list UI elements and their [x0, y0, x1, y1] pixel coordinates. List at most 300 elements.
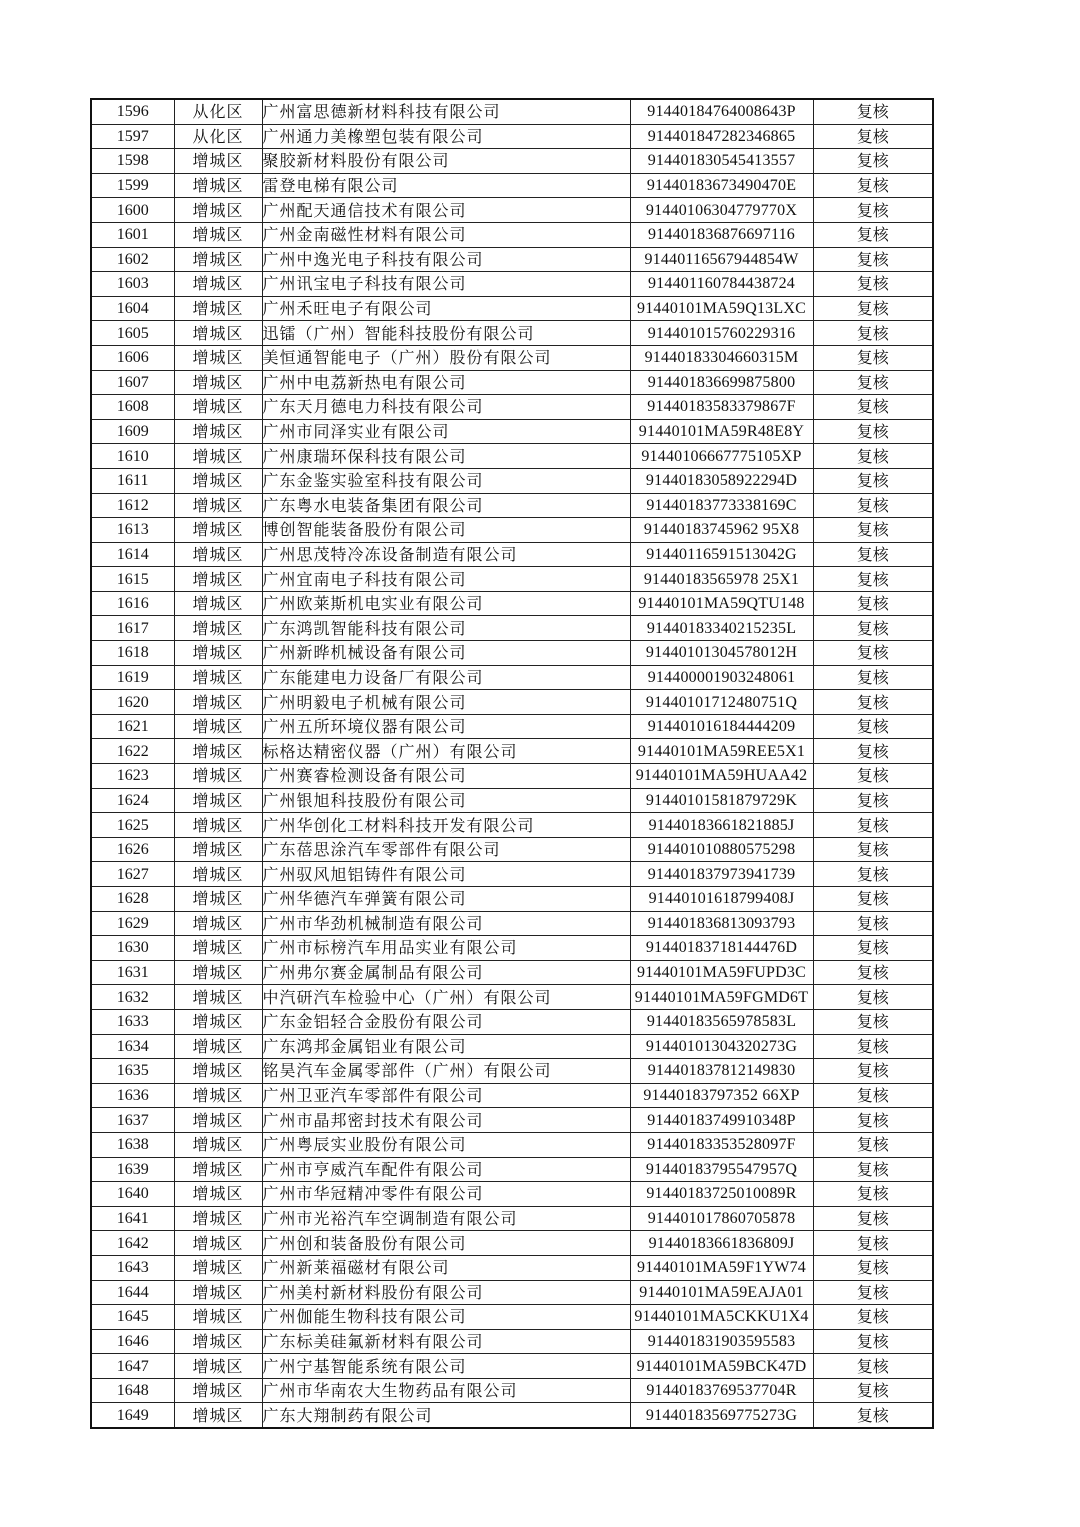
row-number: 1648 [91, 1378, 174, 1403]
row-number: 1618 [91, 641, 174, 666]
row-number: 1624 [91, 788, 174, 813]
review-type-cell: 复核 [813, 1009, 933, 1034]
credit-code-cell: 91440101304320273G [630, 1034, 813, 1059]
review-type-cell: 复核 [813, 518, 933, 543]
table-row [91, 99, 933, 124]
table-row [91, 739, 933, 764]
company-name-cell: 广州富思德新材料科技有限公司 [262, 99, 630, 124]
credit-code-cell: 914401836876697116 [630, 222, 813, 247]
company-name-cell: 广东金铝轻合金股份有限公司 [262, 1009, 630, 1034]
review-type-cell: 复核 [813, 813, 933, 838]
row-number: 1638 [91, 1132, 174, 1157]
credit-code-cell: 91440106304779770X [630, 198, 813, 223]
table-row [91, 493, 933, 518]
row-number: 1611 [91, 468, 174, 493]
row-number: 1614 [91, 542, 174, 567]
credit-code-cell: 91440101712480751Q [630, 690, 813, 715]
company-name-cell: 广州新晔机械设备有限公司 [262, 641, 630, 666]
district-cell: 增城区 [174, 641, 262, 666]
row-number: 1601 [91, 222, 174, 247]
row-number: 1596 [91, 99, 174, 124]
district-cell: 增城区 [174, 419, 262, 444]
table-row [91, 222, 933, 247]
table-row [91, 616, 933, 641]
table-row [91, 272, 933, 297]
table-row [91, 395, 933, 420]
company-name-cell: 广州五所环境仪器有限公司 [262, 714, 630, 739]
row-number: 1600 [91, 198, 174, 223]
row-number: 1645 [91, 1305, 174, 1330]
company-name-cell: 广州创和装备股份有限公司 [262, 1231, 630, 1256]
company-name-cell: 广州市晶邦密封技术有限公司 [262, 1108, 630, 1133]
district-cell: 增城区 [174, 542, 262, 567]
table-body [91, 99, 933, 1428]
credit-code-cell: 91440183795547957Q [630, 1157, 813, 1182]
company-name-cell: 博创智能装备股份有限公司 [262, 518, 630, 543]
company-name-cell: 标格达精密仪器（广州）有限公司 [262, 739, 630, 764]
credit-code-cell: 91440183304660315M [630, 345, 813, 370]
row-number: 1636 [91, 1083, 174, 1108]
table-row [91, 567, 933, 592]
row-number: 1632 [91, 985, 174, 1010]
company-name-cell: 广东能建电力设备厂有限公司 [262, 665, 630, 690]
district-cell: 增城区 [174, 985, 262, 1010]
credit-code-cell: 91440116567944854W [630, 247, 813, 272]
district-cell: 增城区 [174, 1034, 262, 1059]
credit-code-cell: 91440101MA59BCK47D [630, 1354, 813, 1379]
review-type-cell: 复核 [813, 616, 933, 641]
review-type-cell: 复核 [813, 1231, 933, 1256]
company-name-cell: 广州弗尔赛金属制品有限公司 [262, 960, 630, 985]
credit-code-cell: 914401847282346865 [630, 124, 813, 149]
district-cell: 增城区 [174, 936, 262, 961]
credit-code-cell: 91440183718144476D [630, 936, 813, 961]
credit-code-cell: 91440183340215235L [630, 616, 813, 641]
table-row [91, 911, 933, 936]
table-row [91, 960, 933, 985]
company-name-cell: 广州市标榜汽车用品实业有限公司 [262, 936, 630, 961]
credit-code-cell: 914401160784438724 [630, 272, 813, 297]
district-cell: 增城区 [174, 173, 262, 198]
table-row [91, 714, 933, 739]
table-row [91, 813, 933, 838]
credit-code-cell: 91440183583379867F [630, 395, 813, 420]
row-number: 1646 [91, 1329, 174, 1354]
review-type-cell: 复核 [813, 1059, 933, 1084]
company-name-cell: 广州通力美橡塑包装有限公司 [262, 124, 630, 149]
review-type-cell: 复核 [813, 1108, 933, 1133]
company-name-cell: 广州明毅电子机械有限公司 [262, 690, 630, 715]
row-number: 1635 [91, 1059, 174, 1084]
review-type-cell: 复核 [813, 247, 933, 272]
credit-code-cell: 91440184764008643P [630, 99, 813, 124]
credit-code-cell: 91440183565978583L [630, 1009, 813, 1034]
company-name-cell: 广东鸿邦金属铝业有限公司 [262, 1034, 630, 1059]
district-cell: 增城区 [174, 911, 262, 936]
review-type-cell: 复核 [813, 665, 933, 690]
table-row [91, 149, 933, 174]
district-cell: 增城区 [174, 837, 262, 862]
district-cell: 增城区 [174, 788, 262, 813]
review-type-cell: 复核 [813, 641, 933, 666]
company-name-cell: 广州赛睿检测设备有限公司 [262, 764, 630, 789]
review-type-cell: 复核 [813, 1157, 933, 1182]
review-type-cell: 复核 [813, 542, 933, 567]
district-cell: 增城区 [174, 444, 262, 469]
credit-code-cell: 91440183569775273G [630, 1403, 813, 1428]
table-row [91, 542, 933, 567]
district-cell: 增城区 [174, 1255, 262, 1280]
table-row [91, 936, 933, 961]
table-row [91, 1255, 933, 1280]
credit-code-cell: 91440116591513042G [630, 542, 813, 567]
company-name-cell: 广州华德汽车弹簧有限公司 [262, 887, 630, 912]
district-cell: 增城区 [174, 1231, 262, 1256]
row-number: 1631 [91, 960, 174, 985]
district-cell: 增城区 [174, 518, 262, 543]
company-name-cell: 广东粤水电装备集团有限公司 [262, 493, 630, 518]
district-cell: 增城区 [174, 1354, 262, 1379]
district-cell: 增城区 [174, 1403, 262, 1428]
table-row [91, 764, 933, 789]
district-cell: 增城区 [174, 395, 262, 420]
row-number: 1629 [91, 911, 174, 936]
row-number: 1647 [91, 1354, 174, 1379]
row-number: 1621 [91, 714, 174, 739]
table-row [91, 690, 933, 715]
credit-code-cell: 914401831903595583 [630, 1329, 813, 1354]
review-type-cell: 复核 [813, 1378, 933, 1403]
review-type-cell: 复核 [813, 296, 933, 321]
district-cell: 增城区 [174, 1132, 262, 1157]
credit-code-cell: 914401017860705878 [630, 1206, 813, 1231]
credit-code-cell: 91440101MA59Q13LXC [630, 296, 813, 321]
company-name-cell: 广州伽能生物科技有限公司 [262, 1305, 630, 1330]
credit-code-cell: 91440183745962 95X8 [630, 518, 813, 543]
district-cell: 增城区 [174, 272, 262, 297]
company-name-cell: 广州宁基智能系统有限公司 [262, 1354, 630, 1379]
table-row [91, 1403, 933, 1428]
company-name-cell: 广州市同泽实业有限公司 [262, 419, 630, 444]
review-type-cell: 复核 [813, 764, 933, 789]
credit-code-cell: 914401837973941739 [630, 862, 813, 887]
district-cell: 增城区 [174, 567, 262, 592]
credit-code-cell: 91440101304578012H [630, 641, 813, 666]
district-cell: 增城区 [174, 1206, 262, 1231]
company-name-cell: 聚胶新材料股份有限公司 [262, 149, 630, 174]
table-row [91, 1182, 933, 1207]
company-name-cell: 广州欧莱斯机电实业有限公司 [262, 591, 630, 616]
district-cell: 增城区 [174, 370, 262, 395]
company-name-cell: 广东蓓思涂汽车零部件有限公司 [262, 837, 630, 862]
table-row [91, 198, 933, 223]
enterprise-list-sheet [90, 98, 932, 1429]
credit-code-cell: 914401016184444209 [630, 714, 813, 739]
table-row [91, 591, 933, 616]
review-type-cell: 复核 [813, 124, 933, 149]
company-name-cell: 广东大翔制药有限公司 [262, 1403, 630, 1428]
row-number: 1603 [91, 272, 174, 297]
review-type-cell: 复核 [813, 493, 933, 518]
district-cell: 增城区 [174, 616, 262, 641]
review-type-cell: 复核 [813, 985, 933, 1010]
table-row [91, 1231, 933, 1256]
company-name-cell: 广东标美硅氟新材料有限公司 [262, 1329, 630, 1354]
table-row [91, 641, 933, 666]
table-row [91, 788, 933, 813]
district-cell: 增城区 [174, 1059, 262, 1084]
table-row [91, 468, 933, 493]
row-number: 1605 [91, 321, 174, 346]
review-type-cell: 复核 [813, 321, 933, 346]
credit-code-cell: 914401010880575298 [630, 837, 813, 862]
company-name-cell: 广州新莱福磁材有限公司 [262, 1255, 630, 1280]
review-type-cell: 复核 [813, 591, 933, 616]
table-row [91, 1009, 933, 1034]
district-cell: 增城区 [174, 739, 262, 764]
company-name-cell: 广州华创化工材料科技开发有限公司 [262, 813, 630, 838]
district-cell: 增城区 [174, 1280, 262, 1305]
table-row [91, 518, 933, 543]
row-number: 1625 [91, 813, 174, 838]
district-cell: 增城区 [174, 468, 262, 493]
credit-code-cell: 914401836699875800 [630, 370, 813, 395]
district-cell: 增城区 [174, 764, 262, 789]
company-name-cell: 广州康瑞环保科技有限公司 [262, 444, 630, 469]
review-type-cell: 复核 [813, 1329, 933, 1354]
company-name-cell: 广州讯宝电子科技有限公司 [262, 272, 630, 297]
table-row [91, 1108, 933, 1133]
company-name-cell: 广州市华劲机械制造有限公司 [262, 911, 630, 936]
credit-code-cell: 91440183661821885J [630, 813, 813, 838]
row-number: 1610 [91, 444, 174, 469]
table-row [91, 1034, 933, 1059]
review-type-cell: 复核 [813, 788, 933, 813]
district-cell: 增城区 [174, 1108, 262, 1133]
review-type-cell: 复核 [813, 1182, 933, 1207]
row-number: 1608 [91, 395, 174, 420]
district-cell: 从化区 [174, 99, 262, 124]
credit-code-cell: 91440183353528097F [630, 1132, 813, 1157]
row-number: 1615 [91, 567, 174, 592]
company-name-cell: 广州驭风旭铝铸件有限公司 [262, 862, 630, 887]
credit-code-cell: 91440183773338169C [630, 493, 813, 518]
credit-code-cell: 91440101MA59R48E8Y [630, 419, 813, 444]
company-name-cell: 中汽研汽车检验中心（广州）有限公司 [262, 985, 630, 1010]
row-number: 1617 [91, 616, 174, 641]
row-number: 1620 [91, 690, 174, 715]
credit-code-cell: 91440183749910348P [630, 1108, 813, 1133]
row-number: 1637 [91, 1108, 174, 1133]
company-name-cell: 铭昊汽车金属零部件（广州）有限公司 [262, 1059, 630, 1084]
district-cell: 增城区 [174, 149, 262, 174]
review-type-cell: 复核 [813, 1132, 933, 1157]
table-row [91, 985, 933, 1010]
row-number: 1627 [91, 862, 174, 887]
row-number: 1619 [91, 665, 174, 690]
review-type-cell: 复核 [813, 1305, 933, 1330]
review-type-cell: 复核 [813, 99, 933, 124]
review-type-cell: 复核 [813, 936, 933, 961]
district-cell: 增城区 [174, 1329, 262, 1354]
district-cell: 增城区 [174, 321, 262, 346]
company-name-cell: 雷登电梯有限公司 [262, 173, 630, 198]
row-number: 1602 [91, 247, 174, 272]
credit-code-cell: 914401837812149830 [630, 1059, 813, 1084]
table-row [91, 124, 933, 149]
review-type-cell: 复核 [813, 1280, 933, 1305]
row-number: 1639 [91, 1157, 174, 1182]
district-cell: 增城区 [174, 591, 262, 616]
review-type-cell: 复核 [813, 739, 933, 764]
row-number: 1642 [91, 1231, 174, 1256]
row-number: 1609 [91, 419, 174, 444]
table-row [91, 887, 933, 912]
review-type-cell: 复核 [813, 173, 933, 198]
company-name-cell: 广州市光裕汽车空调制造有限公司 [262, 1206, 630, 1231]
table-row [91, 419, 933, 444]
row-number: 1622 [91, 739, 174, 764]
credit-code-cell: 914401830545413557 [630, 149, 813, 174]
review-type-cell: 复核 [813, 149, 933, 174]
review-type-cell: 复核 [813, 1403, 933, 1428]
company-name-cell: 广州中电荔新热电有限公司 [262, 370, 630, 395]
row-number: 1606 [91, 345, 174, 370]
district-cell: 增城区 [174, 690, 262, 715]
credit-code-cell: 91440101MA5CKKU1X4 [630, 1305, 813, 1330]
review-type-cell: 复核 [813, 222, 933, 247]
review-type-cell: 复核 [813, 960, 933, 985]
table-row [91, 370, 933, 395]
row-number: 1641 [91, 1206, 174, 1231]
company-name-cell: 广州思茂特冷冻设备制造有限公司 [262, 542, 630, 567]
credit-code-cell: 91440101MA59REE5X1 [630, 739, 813, 764]
district-cell: 增城区 [174, 493, 262, 518]
company-name-cell: 广州美村新材料股份有限公司 [262, 1280, 630, 1305]
company-name-cell: 广州配天通信技术有限公司 [262, 198, 630, 223]
table-row [91, 296, 933, 321]
district-cell: 增城区 [174, 1009, 262, 1034]
district-cell: 增城区 [174, 247, 262, 272]
district-cell: 增城区 [174, 887, 262, 912]
company-name-cell: 广州禾旺电子有限公司 [262, 296, 630, 321]
row-number: 1640 [91, 1182, 174, 1207]
row-number: 1634 [91, 1034, 174, 1059]
table-row [91, 1378, 933, 1403]
row-number: 1626 [91, 837, 174, 862]
row-number: 1599 [91, 173, 174, 198]
credit-code-cell: 914401836813093793 [630, 911, 813, 936]
table-row [91, 862, 933, 887]
table-row [91, 1083, 933, 1108]
row-number: 1613 [91, 518, 174, 543]
company-name-cell: 广东金鉴实验室科技有限公司 [262, 468, 630, 493]
row-number: 1612 [91, 493, 174, 518]
table-row [91, 1206, 933, 1231]
table-row [91, 1280, 933, 1305]
district-cell: 增城区 [174, 1157, 262, 1182]
review-type-cell: 复核 [813, 468, 933, 493]
district-cell: 增城区 [174, 1378, 262, 1403]
table-row [91, 1157, 933, 1182]
credit-code-cell: 91440101MA59QTU148 [630, 591, 813, 616]
credit-code-cell: 91440183058922294D [630, 468, 813, 493]
company-name-cell: 广州卫亚汽车零部件有限公司 [262, 1083, 630, 1108]
review-type-cell: 复核 [813, 1354, 933, 1379]
company-name-cell: 广州市华南农大生物药品有限公司 [262, 1378, 630, 1403]
table-row [91, 837, 933, 862]
table-row [91, 345, 933, 370]
row-number: 1643 [91, 1255, 174, 1280]
district-cell: 增城区 [174, 1083, 262, 1108]
review-type-cell: 复核 [813, 272, 933, 297]
table-row [91, 1354, 933, 1379]
review-type-cell: 复核 [813, 887, 933, 912]
row-number: 1598 [91, 149, 174, 174]
review-type-cell: 复核 [813, 1083, 933, 1108]
company-name-cell: 广州金南磁性材料有限公司 [262, 222, 630, 247]
table-row [91, 1132, 933, 1157]
credit-code-cell: 91440101618799408J [630, 887, 813, 912]
credit-code-cell: 91440101581879729K [630, 788, 813, 813]
table-row [91, 173, 933, 198]
district-cell: 增城区 [174, 222, 262, 247]
district-cell: 增城区 [174, 198, 262, 223]
review-type-cell: 复核 [813, 198, 933, 223]
district-cell: 增城区 [174, 714, 262, 739]
review-type-cell: 复核 [813, 1255, 933, 1280]
review-type-cell: 复核 [813, 370, 933, 395]
table-row [91, 444, 933, 469]
credit-code-cell: 91440183661836809J [630, 1231, 813, 1256]
review-type-cell: 复核 [813, 1034, 933, 1059]
review-type-cell: 复核 [813, 1206, 933, 1231]
company-name-cell: 广州市亨威汽车配件有限公司 [262, 1157, 630, 1182]
review-type-cell: 复核 [813, 911, 933, 936]
row-number: 1628 [91, 887, 174, 912]
credit-code-cell: 914400001903248061 [630, 665, 813, 690]
table-row [91, 1059, 933, 1084]
company-name-cell: 广州宜南电子科技有限公司 [262, 567, 630, 592]
review-type-cell: 复核 [813, 714, 933, 739]
company-name-cell: 广东天月德电力科技有限公司 [262, 395, 630, 420]
company-name-cell: 迅镭（广州）智能科技股份有限公司 [262, 321, 630, 346]
company-name-cell: 广东鸿凯智能科技有限公司 [262, 616, 630, 641]
company-name-cell: 美恒通智能电子（广州）股份有限公司 [262, 345, 630, 370]
table-row [91, 1329, 933, 1354]
review-type-cell: 复核 [813, 862, 933, 887]
credit-code-cell: 91440183725010089R [630, 1182, 813, 1207]
district-cell: 增城区 [174, 296, 262, 321]
district-cell: 增城区 [174, 1182, 262, 1207]
row-number: 1630 [91, 936, 174, 961]
table-row [91, 665, 933, 690]
district-cell: 增城区 [174, 665, 262, 690]
row-number: 1616 [91, 591, 174, 616]
row-number: 1633 [91, 1009, 174, 1034]
row-number: 1623 [91, 764, 174, 789]
district-cell: 增城区 [174, 1305, 262, 1330]
credit-code-cell: 91440183565978 25X1 [630, 567, 813, 592]
review-type-cell: 复核 [813, 395, 933, 420]
review-type-cell: 复核 [813, 419, 933, 444]
credit-code-cell: 91440101MA59FGMD6T [630, 985, 813, 1010]
row-number: 1597 [91, 124, 174, 149]
review-type-cell: 复核 [813, 690, 933, 715]
district-cell: 从化区 [174, 124, 262, 149]
review-type-cell: 复核 [813, 567, 933, 592]
review-type-cell: 复核 [813, 837, 933, 862]
